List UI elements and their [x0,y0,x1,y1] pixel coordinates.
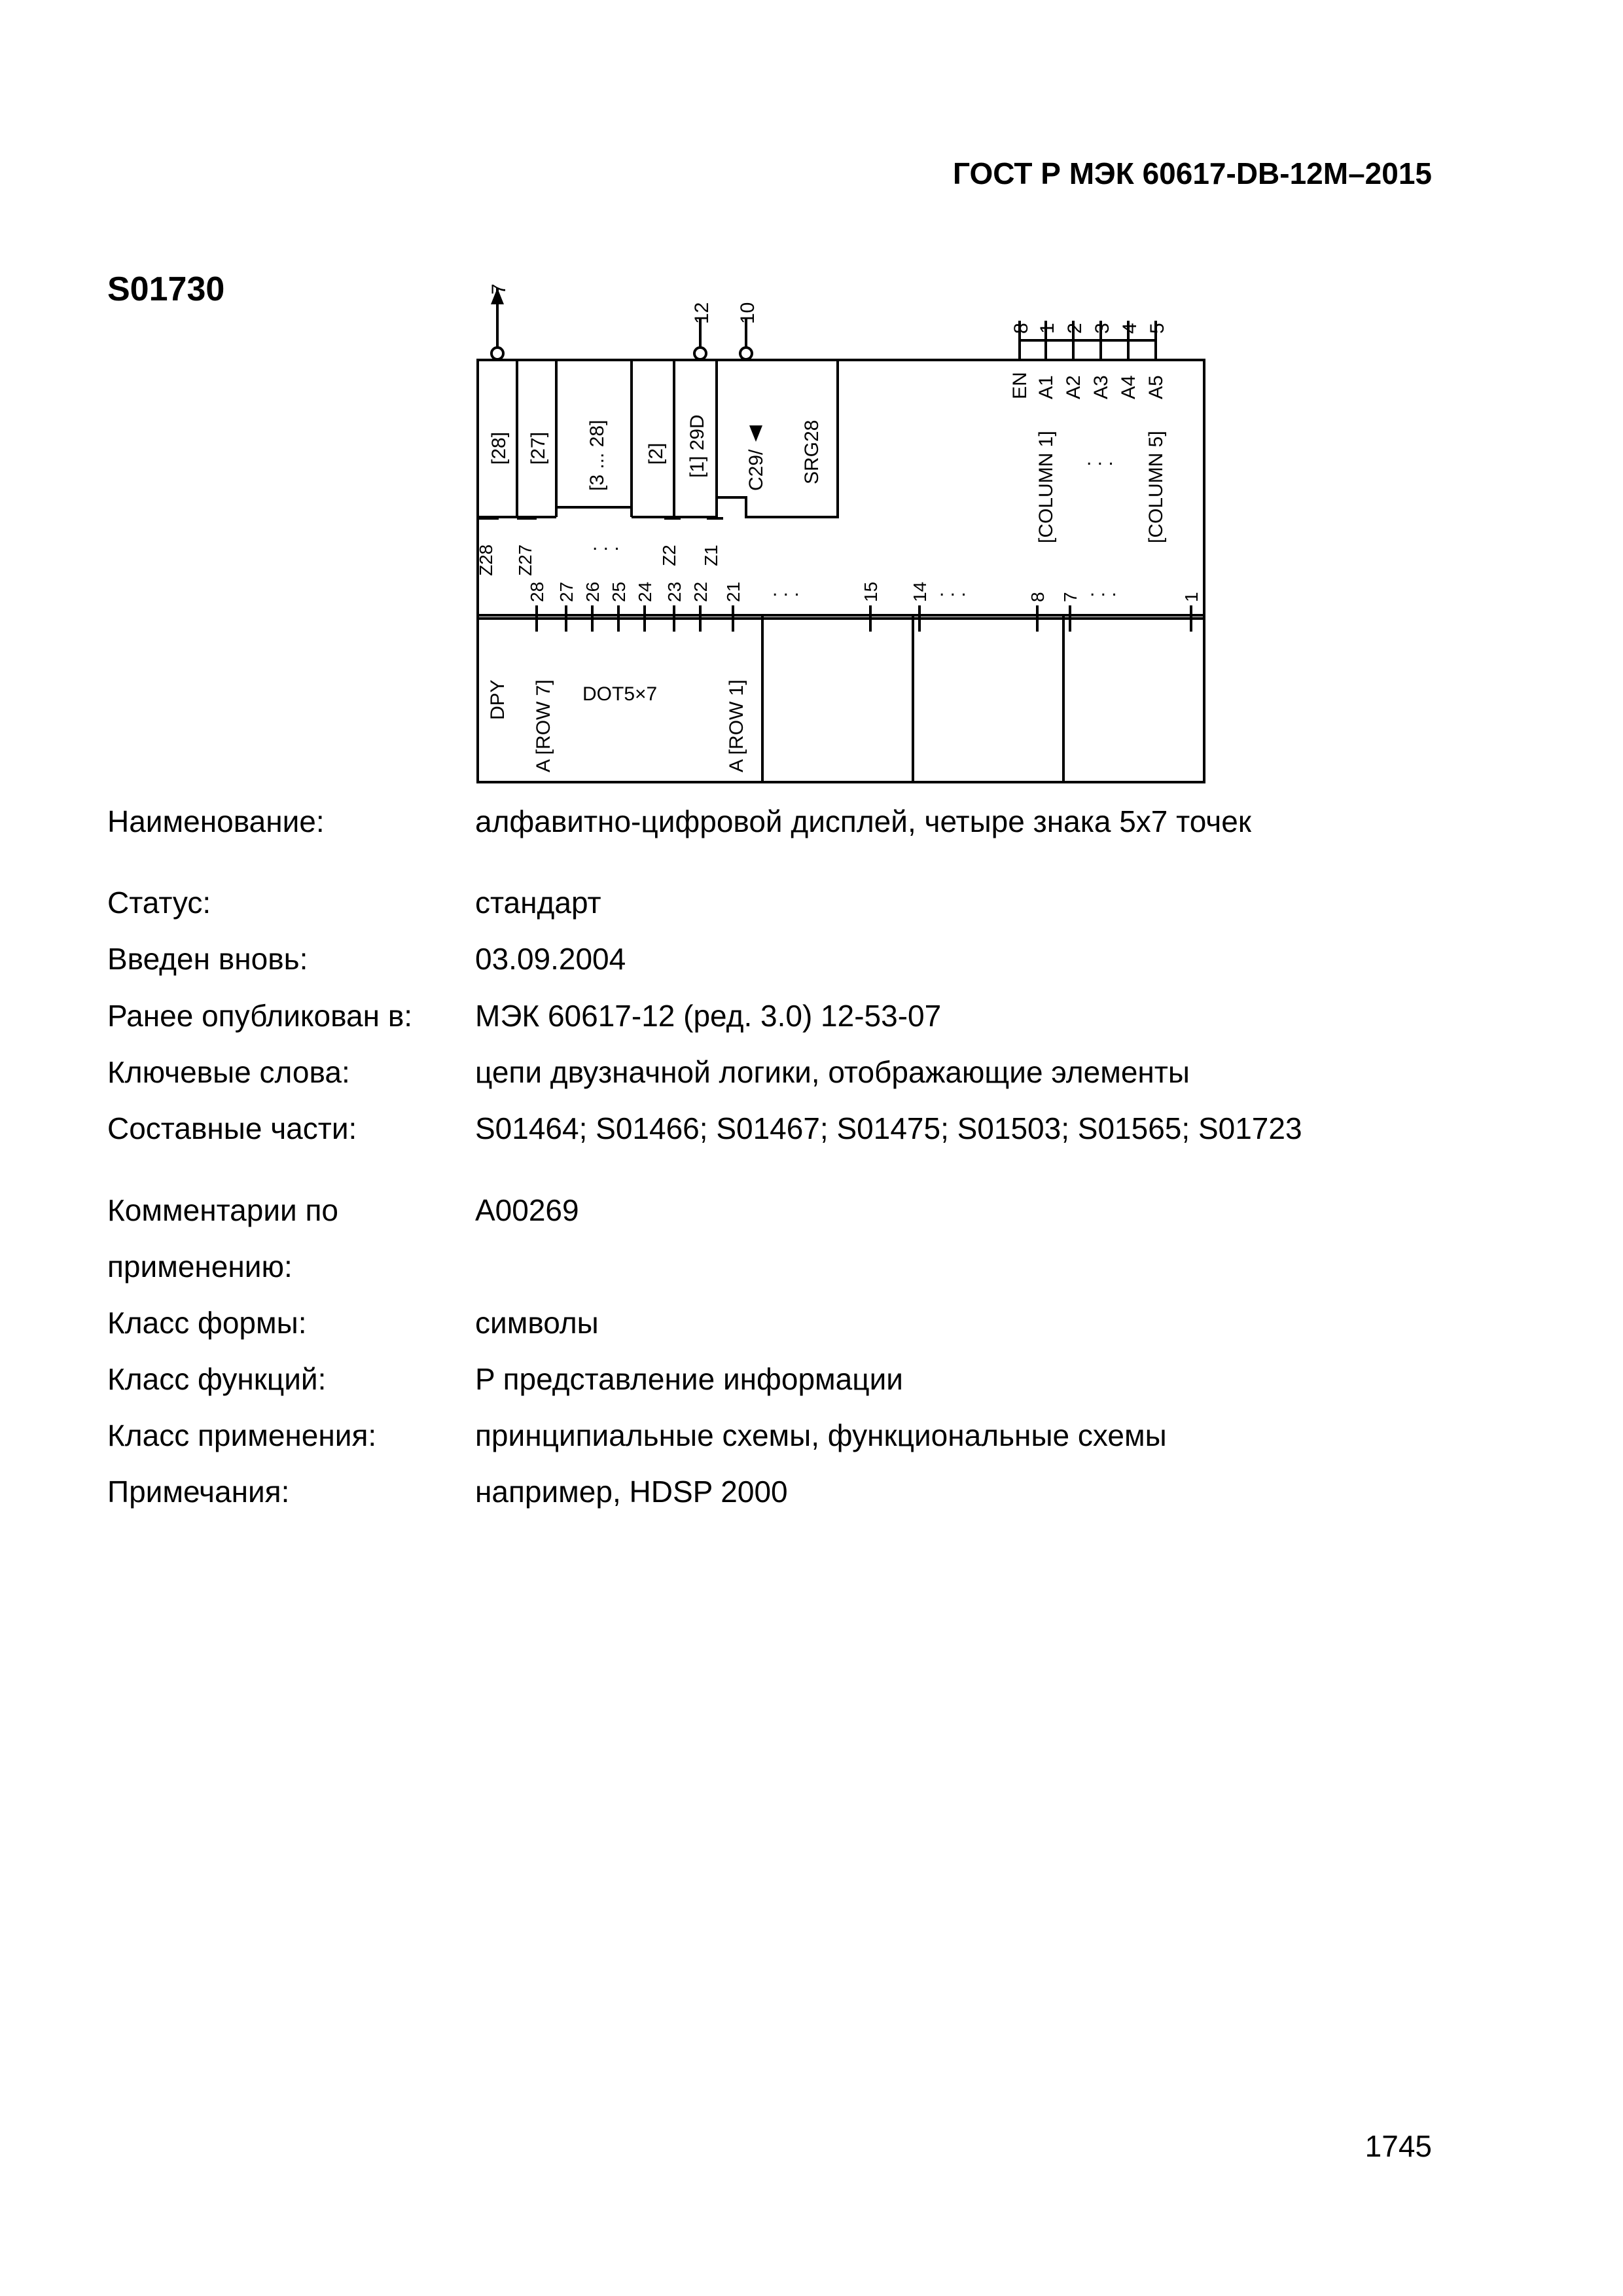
pin-label: 12 [691,302,713,324]
pin-label: 5 [1147,323,1168,334]
field-value: S01464; S01466; S01467; S01475; S01503; S01565; S01723 [475,1111,1302,1145]
block-label: C29/ [745,449,767,491]
field-value: цепи двузначной логики, отображающие элементы [475,1055,1190,1089]
svg-text:. . .: . . . [772,579,800,600]
row-pin: 15 [861,581,881,602]
pin-label: 1 [1037,323,1058,334]
block-label: [3 ... 28] [586,420,608,491]
block-label: A4 [1118,375,1139,399]
block-label: [COLUMN 5] [1145,431,1167,543]
field-label: Ключевые слова: [107,1055,350,1089]
page-number: 1745 [1364,2129,1432,2163]
lower-label: DOT5×7 [582,683,658,705]
field-value: символы [475,1306,599,1340]
field-label: применению: [107,1249,293,1283]
field-label: Примечания: [107,1475,290,1509]
field-value: A00269 [475,1193,579,1227]
field-value: 03.09.2004 [475,942,626,976]
symbol-figure [452,275,1237,785]
pin-label: 2 [1064,323,1086,334]
row-pin: 22 [690,581,711,602]
lower-label: A [ROW 7] [533,679,554,772]
svg-text:. . .: . . . [1090,579,1117,600]
field-label: Комментарии по [107,1193,338,1227]
z-label: Z1 [701,545,721,566]
row-pin: 23 [664,581,685,602]
row-pin: 14 [910,581,930,602]
block-label: [2] [645,442,667,465]
logic-symbol-diagram [452,275,1237,785]
field-value: P представление информации [475,1362,903,1396]
pin-label: 7 [488,283,510,295]
field-value: МЭК 60617-12 (ред. 3.0) 12-53-07 [475,999,942,1033]
row-pin: 8 [1027,592,1048,602]
row-pin: 27 [556,581,577,602]
block-label: SRG28 [801,420,823,484]
lower-label: DPY [487,679,508,720]
document-header: ГОСТ Р МЭК 60617-DB-12M–2015 [953,156,1432,190]
row-pin: 1 [1181,592,1202,602]
block-label: EN [1009,372,1031,399]
pin-label: 10 [737,302,758,324]
z-label: Z27 [515,544,535,576]
pin-label: 3 [1092,323,1113,334]
row-pin: 26 [582,581,603,602]
lower-label: A [ROW 1] [726,679,747,772]
block-label: A1 [1035,375,1057,399]
field-label: Наименование: [107,804,325,838]
field-label: Введен вновь: [107,942,308,976]
field-value: стандарт [475,886,601,920]
block-label: A5 [1145,375,1167,399]
field-label: Статус: [107,886,211,920]
row-pin: 25 [609,581,629,602]
block-label: [27] [527,431,549,465]
field-label: Класс функций: [107,1362,327,1396]
z-label: Z28 [476,544,496,576]
symbol-id: S01730 [107,270,225,308]
svg-text:. . .: . . . [939,579,967,600]
pin-label: 4 [1119,323,1141,334]
block-label: [COLUMN 1] [1035,431,1057,543]
block-label: [1] 29D [687,414,708,478]
row-pin: 28 [527,581,547,602]
block-label: A2 [1063,375,1084,399]
field-value: принципиальные схемы, функциональные схемы [475,1418,1167,1452]
row-pin: 21 [723,581,743,602]
row-pin: 24 [635,581,655,602]
svg-text:. . .: . . . [1086,448,1114,469]
field-label: Класс формы: [107,1306,307,1340]
field-label: Класс применения: [107,1418,377,1452]
field-label: Ранее опубликован в: [107,999,413,1033]
field-value: алфавитно-цифровой дисплей, четыре знака 5x7 точек [475,804,1251,838]
field-label: Составные части: [107,1111,357,1145]
block-label: [28] [488,431,510,465]
block-label: A3 [1090,375,1112,399]
z-label: Z2 [659,545,679,566]
svg-text:. . .: . . . [592,533,620,554]
row-pin: 7 [1060,592,1080,602]
pin-label: 8 [1010,323,1032,334]
field-value: например, HDSP 2000 [475,1475,788,1509]
